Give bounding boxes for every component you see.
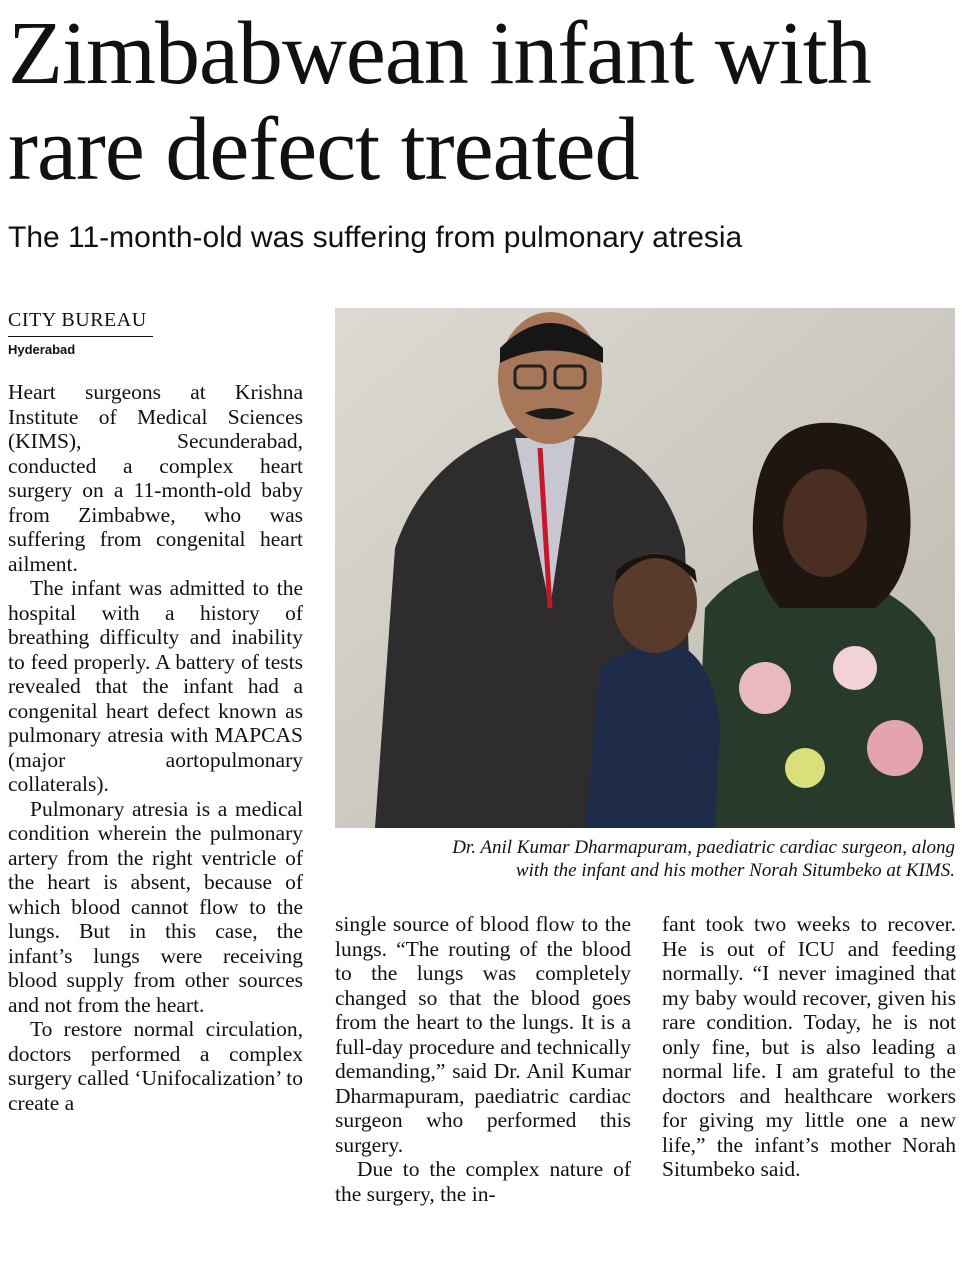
body-paragraph: The infant was admitted to the hospital with a history of breathing difficulty and inability to feed properly. A battery of tests revealed that the infant had a congenital heart defect known as pulmonary atresia with MAPCAS (major aortopulmonary collaterals). bbox=[8, 576, 303, 796]
body-column-2 bbox=[335, 912, 631, 1206]
byline: CITY BUREAU bbox=[8, 309, 153, 337]
body-paragraph: Pulmonary atresia is a medical condition wherein the pulmonary artery from the right ventricle of the heart is absent, because of which blood cannot flow to the lungs. But in this case, the infant’s lungs were receiving blood supply from other sources and not from the heart. bbox=[8, 796, 303, 1017]
body-paragraph: To restore normal circulation, doctors performed a complex surgery called ‘Unifocalization’ to create a bbox=[8, 1017, 303, 1115]
photo-caption bbox=[335, 836, 955, 882]
body-paragraph: fant took two weeks to recover. He is out of ICU and feeding normally. “I never imagined that my baby would recover, given his rare condition. Today, he is not only fine, but is also leading a normal life. I am grateful to the doctors and healthcare workers for giving my little one a new life,” the infant’s mother Norah Situmbeko said. bbox=[662, 912, 956, 1181]
article-photo bbox=[335, 308, 955, 828]
body-paragraph: Heart surgeons at Krishna Institute of Medical Sciences (KIMS), Secunderabad, conducted a complex heart surgery on a 11-month-old baby from Zimbabwe, who was suffering from congenital heart ailment. bbox=[8, 380, 303, 576]
headline: Zimbabwean infant with rare defect treated bbox=[8, 4, 871, 199]
body-column-3 bbox=[662, 912, 956, 1182]
dateline: Hyderabad bbox=[8, 342, 76, 357]
body-paragraph: Due to the complex nature of the surgery, the in- bbox=[335, 1157, 631, 1206]
caption-line: with the infant and his mother Norah Situmbeko at KIMS. bbox=[515, 860, 955, 881]
body-column-1 bbox=[8, 380, 303, 1115]
deck-subheadline: The 11-month-old was suffering from pulmonary atresia bbox=[8, 221, 743, 254]
body-paragraph: single source of blood flow to the lungs. “The routing of the blood to the lungs was completely changed so that the blood goes from the heart to the lungs. It is a full-day procedure and technically demanding,” said Dr. Anil Kumar Dharmapuram, paediatric cardiac surgeon who performed this surgery. bbox=[335, 912, 631, 1157]
caption-line: Dr. Anil Kumar Dharmapuram, paediatric cardiac surgeon, along bbox=[452, 837, 955, 858]
